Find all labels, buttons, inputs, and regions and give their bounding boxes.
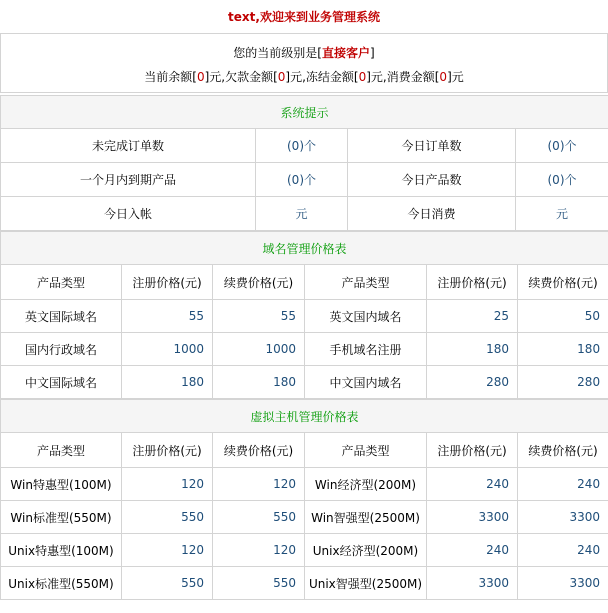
table-row bbox=[1, 534, 608, 567]
consume-label: 消费金额[ bbox=[386, 69, 440, 84]
balance-label: 当前余额[ bbox=[144, 69, 197, 84]
column-header: 续费价格(元) bbox=[213, 433, 305, 468]
renew-price: 550 bbox=[213, 501, 305, 534]
level-prefix: 您的当前级别是[ bbox=[233, 45, 322, 60]
stat-label: 未完成订单数 bbox=[1, 129, 256, 163]
register-price: 180 bbox=[427, 333, 518, 366]
register-price: 25 bbox=[427, 300, 518, 333]
stat-label: 今日消费 bbox=[348, 197, 516, 231]
register-price: 240 bbox=[427, 534, 518, 567]
balance-value: 0 bbox=[196, 69, 205, 84]
renew-price: 120 bbox=[213, 468, 305, 501]
renew-price: 50 bbox=[518, 300, 608, 333]
register-price: 1000 bbox=[122, 333, 213, 366]
register-price: 3300 bbox=[427, 567, 518, 600]
table-row bbox=[1, 333, 608, 366]
register-price: 180 bbox=[122, 366, 213, 399]
stat-label: 一个月内到期产品 bbox=[1, 163, 256, 197]
column-header: 续费价格(元) bbox=[518, 433, 608, 468]
stat-label: 今日订单数 bbox=[348, 129, 516, 163]
product-name: Win标准型(550M) bbox=[1, 501, 122, 534]
column-header: 产品类型 bbox=[305, 265, 427, 300]
table-row bbox=[1, 366, 608, 399]
product-name: 手机域名注册 bbox=[305, 333, 427, 366]
stat-label: 今日产品数 bbox=[348, 163, 516, 197]
domain-price-title: 域名管理价格表 bbox=[1, 232, 608, 265]
renew-price: 240 bbox=[518, 534, 608, 567]
consume-unit: ]元 bbox=[447, 69, 464, 84]
system-tips-table bbox=[0, 95, 608, 231]
stat-value: (0)个 bbox=[516, 163, 608, 197]
renew-price: 1000 bbox=[213, 333, 305, 366]
column-header: 注册价格(元) bbox=[427, 433, 518, 468]
debt-label: 欠款金额[ bbox=[225, 69, 278, 84]
product-name: Win特惠型(100M) bbox=[1, 468, 122, 501]
product-name: 中文国际域名 bbox=[1, 366, 122, 399]
product-name: Unix智强型(2500M) bbox=[305, 567, 427, 600]
account-info-table bbox=[0, 33, 608, 93]
balance-unit: ]元, bbox=[204, 69, 226, 84]
column-header: 续费价格(元) bbox=[213, 265, 305, 300]
column-header: 注册价格(元) bbox=[122, 433, 213, 468]
account-level bbox=[1, 34, 608, 65]
domain-price-table bbox=[0, 231, 608, 399]
table-row bbox=[1, 567, 608, 600]
debt-value: 0 bbox=[277, 69, 286, 84]
column-header: 产品类型 bbox=[305, 433, 427, 468]
product-name: 英文国际域名 bbox=[1, 300, 122, 333]
table-row bbox=[1, 468, 608, 501]
renew-price: 180 bbox=[213, 366, 305, 399]
stat-value: 元 bbox=[256, 197, 348, 231]
table-row bbox=[1, 501, 608, 534]
register-price: 3300 bbox=[427, 501, 518, 534]
renew-price: 280 bbox=[518, 366, 608, 399]
renew-price: 3300 bbox=[518, 501, 608, 534]
stat-value: (0)个 bbox=[256, 129, 348, 163]
debt-unit: ]元, bbox=[285, 69, 306, 84]
register-price: 280 bbox=[427, 366, 518, 399]
product-name: 英文国内域名 bbox=[305, 300, 427, 333]
level-suffix: ] bbox=[370, 45, 375, 60]
renew-price: 120 bbox=[213, 534, 305, 567]
product-name: Unix标准型(550M) bbox=[1, 567, 122, 600]
stat-value: (0)个 bbox=[516, 129, 608, 163]
column-header: 产品类型 bbox=[1, 433, 122, 468]
host-price-table bbox=[0, 399, 608, 600]
renew-price: 550 bbox=[213, 567, 305, 600]
column-header: 续费价格(元) bbox=[518, 265, 608, 300]
system-tips-title: 系统提示 bbox=[1, 96, 608, 129]
renew-price: 55 bbox=[213, 300, 305, 333]
product-name: Win经济型(200M) bbox=[305, 468, 427, 501]
renew-price: 240 bbox=[518, 468, 608, 501]
product-name: 中文国内域名 bbox=[305, 366, 427, 399]
register-price: 550 bbox=[122, 567, 213, 600]
register-price: 120 bbox=[122, 468, 213, 501]
register-price: 55 bbox=[122, 300, 213, 333]
renew-price: 180 bbox=[518, 333, 608, 366]
consume-value: 0 bbox=[439, 69, 448, 84]
register-price: 240 bbox=[427, 468, 518, 501]
level-value: 直接客户 bbox=[321, 45, 370, 60]
stat-value: 元 bbox=[516, 197, 608, 231]
register-price: 550 bbox=[122, 501, 213, 534]
product-name: 国内行政域名 bbox=[1, 333, 122, 366]
host-price-title: 虚拟主机管理价格表 bbox=[1, 400, 608, 433]
table-row bbox=[1, 300, 608, 333]
column-header: 产品类型 bbox=[1, 265, 122, 300]
frozen-unit: ]元, bbox=[366, 69, 387, 84]
welcome-table bbox=[0, 0, 608, 33]
product-name: Unix经济型(200M) bbox=[305, 534, 427, 567]
column-header: 注册价格(元) bbox=[427, 265, 518, 300]
frozen-value: 0 bbox=[358, 69, 367, 84]
welcome-title: text,欢迎来到业务管理系统 bbox=[0, 0, 608, 33]
renew-price: 3300 bbox=[518, 567, 608, 600]
product-name: Unix特惠型(100M) bbox=[1, 534, 122, 567]
register-price: 120 bbox=[122, 534, 213, 567]
stat-label: 今日入帐 bbox=[1, 197, 256, 231]
stat-value: (0)个 bbox=[256, 163, 348, 197]
column-header: 注册价格(元) bbox=[122, 265, 213, 300]
account-amounts bbox=[1, 64, 608, 93]
product-name: Win智强型(2500M) bbox=[305, 501, 427, 534]
frozen-label: 冻结金额[ bbox=[305, 69, 359, 84]
